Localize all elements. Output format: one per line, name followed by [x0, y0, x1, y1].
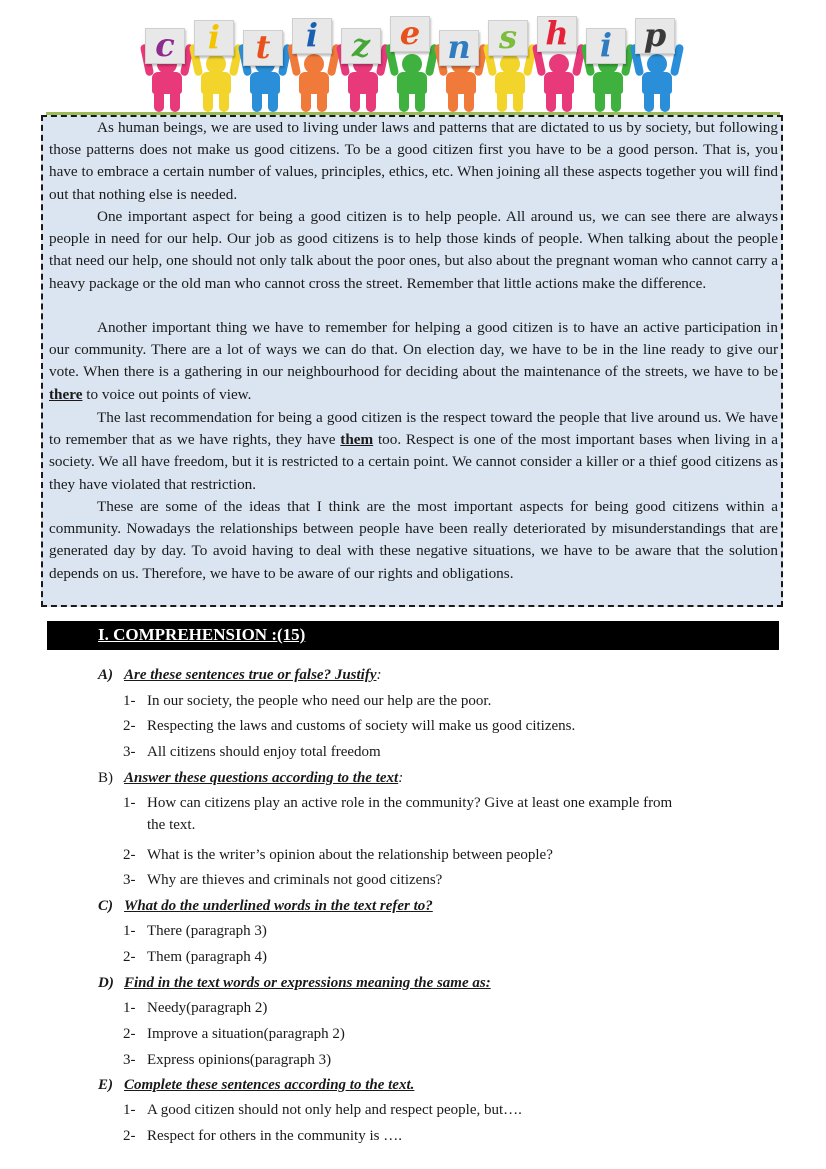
item-number: 2-: [123, 1128, 136, 1144]
figure-body: [642, 72, 672, 94]
question-instruction: Find in the text words or expressions meaning the same as:: [124, 975, 491, 991]
question-colon: :: [376, 667, 382, 683]
figure-leg: [203, 92, 213, 112]
question-marker: A): [98, 667, 113, 683]
item-text-continued: the text.: [147, 817, 196, 833]
section-title: I. COMPREHENSION :(15): [98, 625, 306, 644]
item-number: 2-: [123, 718, 136, 734]
question-colon: :: [398, 770, 404, 786]
item-number: 2-: [123, 847, 136, 863]
paragraph-3-text: Another important thing we have to remember for helping a good citizen is to have an active participation in our community. There are a lot of ways we can do that. On election day, we have to be in the line ready to give our vote. When there is a gathering in our neighbourhood for deciding about the maintenance of the streets, we have to be: [49, 319, 778, 381]
banner-letter-card: h: [537, 16, 577, 52]
figure-leg: [170, 92, 180, 112]
banner-letter-figure: [531, 14, 587, 112]
figure-body: [446, 72, 476, 94]
list-item: [123, 844, 553, 866]
question-b: [98, 767, 403, 789]
banner-letter-card: p: [635, 18, 675, 54]
item-text: How can citizens play an active role in the community? Give at least one example from: [147, 795, 673, 811]
question-instruction: Are these sentences true or false? Justify: [124, 667, 377, 683]
paragraph-3: [49, 317, 778, 406]
list-item: [123, 1125, 402, 1147]
paragraph-3-end: to voice out points of view.: [86, 385, 252, 403]
banner-letter-figure: [139, 14, 195, 112]
banner-letter-card: i: [292, 18, 332, 54]
item-text: All citizens should enjoy total freedom: [147, 744, 381, 760]
question-marker: B): [98, 770, 113, 786]
paragraph-4-end: too. Respect is one of the most important bases when living in a society. We all have freedom, but it is restricted to a certain point. We cannot consider a killer or a thief good citizens as they have violated that restriction.: [49, 431, 779, 493]
list-item: [123, 1049, 331, 1071]
item-number: 2-: [123, 1026, 136, 1042]
underlined-word-them: them: [340, 431, 374, 449]
item-number: 1-: [123, 693, 136, 709]
banner-letter-card: i: [194, 20, 234, 56]
list-item: [123, 997, 267, 1019]
figure-body: [299, 72, 329, 94]
item-text: A good citizen should not only help and respect people, but….: [147, 1102, 522, 1118]
figure-leg: [350, 92, 360, 112]
list-item: [123, 920, 267, 942]
list-item: [123, 690, 491, 712]
item-number: 1-: [123, 795, 136, 811]
item-number: 3-: [123, 744, 136, 760]
banner-letter-figure: [580, 14, 636, 112]
item-number: 3-: [123, 1052, 136, 1068]
paragraph-5: These are some of the ideas that I think are the most important aspects for being good citizens within a community. Nowadays the relationships between people have been really deteriorated by misunderstandings that are generated day by day. To avoid having to deal with these negative situations, we have to be aware that the solution depends on us. Therefore, we have to be aware of our rights and obligations.: [49, 498, 778, 582]
figure-leg: [252, 92, 262, 112]
figure-head: [304, 54, 324, 74]
figure-leg: [268, 92, 278, 112]
list-item: [123, 741, 381, 763]
section-header-bar: [47, 621, 779, 650]
figure-head: [500, 54, 520, 74]
banner-letter-figure: [188, 14, 244, 112]
paragraph-4-text: The last recommendation for being a good citizen is the respect toward the people that live around us. We have to remember that as we have rights, they have: [49, 409, 778, 449]
paragraph-4: [49, 407, 778, 496]
banner-letter-card: n: [439, 30, 479, 66]
item-text: Needy(paragraph 2): [147, 1000, 268, 1016]
figure-leg: [562, 92, 572, 112]
list-item: [123, 1099, 522, 1121]
figure-leg: [399, 92, 409, 112]
item-text: Why are thieves and criminals not good citizens?: [147, 872, 443, 888]
figure-leg: [301, 92, 311, 112]
item-text: Respecting the laws and customs of society will make us good citizens.: [147, 718, 576, 734]
figure-head: [206, 54, 226, 74]
list-item: [123, 715, 575, 737]
item-number: 1-: [123, 1102, 136, 1118]
banner-letter-figure: [237, 14, 293, 112]
banner-letter-card: t: [243, 30, 283, 66]
figure-body: [495, 72, 525, 94]
item-number: 1-: [123, 923, 136, 939]
underlined-word-there: there: [49, 385, 83, 403]
figure-leg: [219, 92, 229, 112]
banner-letter-figure: [629, 14, 685, 112]
question-marker: D): [98, 975, 114, 991]
banner-letter-figure: [433, 14, 489, 112]
list-item: [123, 1023, 345, 1045]
figure-head: [402, 54, 422, 74]
question-a: [98, 664, 382, 686]
question-marker: E): [98, 1077, 113, 1093]
figure-body: [152, 72, 182, 94]
item-text: What is the writer’s opinion about the relationship between people?: [147, 847, 553, 863]
figure-leg: [415, 92, 425, 112]
paragraph-2: One important aspect for being a good citizen is to help people. All around us, we can see there are always people in need for our help. Our job as good citizens is to help those kinds of people. When talking about the people that need our help, one should not only talk about the poor ones, but also about the pregnant woman who cannot carry a heavy package or the old man who cannot cross the street. Remember that little actions make the difference.: [49, 208, 778, 292]
question-marker: C): [98, 898, 113, 914]
banner-letter-card: s: [488, 20, 528, 56]
banner-letter-card: z: [341, 28, 381, 64]
item-text: Them (paragraph 4): [147, 949, 267, 965]
figure-leg: [448, 92, 458, 112]
figure-body: [544, 72, 574, 94]
figure-leg: [546, 92, 556, 112]
figure-leg: [154, 92, 164, 112]
figure-body: [201, 72, 231, 94]
question-instruction: Complete these sentences according to the text.: [124, 1077, 415, 1093]
banner-letter-figure: [384, 14, 440, 112]
list-item: [123, 946, 267, 968]
banner-letter-figure: [335, 14, 391, 112]
figure-leg: [513, 92, 523, 112]
question-d: [98, 972, 491, 994]
figure-body: [348, 72, 378, 94]
banner-letter-card: c: [145, 28, 185, 64]
list-item: [123, 869, 442, 891]
banner-letter-card: e: [390, 16, 430, 52]
question-c: [98, 895, 433, 917]
figure-leg: [497, 92, 507, 112]
item-text: Respect for others in the community is ….: [147, 1128, 402, 1144]
figure-leg: [595, 92, 605, 112]
figure-head: [549, 54, 569, 74]
item-text: There (paragraph 3): [147, 923, 267, 939]
figure-head: [647, 54, 667, 74]
banner-letter-card: i: [586, 28, 626, 64]
question-instruction: What do the underlined words in the text refer to?: [124, 898, 433, 914]
paragraph-1: As human beings, we are used to living under laws and patterns that are dictated to us by society, but following those patterns does not make us good citizens. To be a good citizen first you have to be a good person. That is, you have to embrace a certain number of values, principles, ethics, etc. When joining all these aspects together you will find out that nothing else is needed.: [49, 119, 778, 203]
item-number: 1-: [123, 1000, 136, 1016]
question-e: [98, 1074, 414, 1096]
question-instruction: Answer these questions according to the text: [124, 770, 399, 786]
banner-letter-figure: [482, 14, 538, 112]
citizenship-banner: [133, 14, 779, 112]
figure-leg: [644, 92, 654, 112]
item-text: Improve a situation(paragraph 2): [147, 1026, 345, 1042]
figure-leg: [317, 92, 327, 112]
item-text: Express opinions(paragraph 3): [147, 1052, 332, 1068]
item-number: 2-: [123, 949, 136, 965]
item-number: 3-: [123, 872, 136, 888]
banner-letter-figure: [286, 14, 342, 112]
figure-body: [250, 72, 280, 94]
figure-leg: [611, 92, 621, 112]
figure-leg: [366, 92, 376, 112]
figure-body: [593, 72, 623, 94]
item-text: In our society, the people who need our help are the poor.: [147, 693, 492, 709]
figure-leg: [464, 92, 474, 112]
figure-leg: [660, 92, 670, 112]
list-item: [123, 792, 778, 836]
figure-body: [397, 72, 427, 94]
